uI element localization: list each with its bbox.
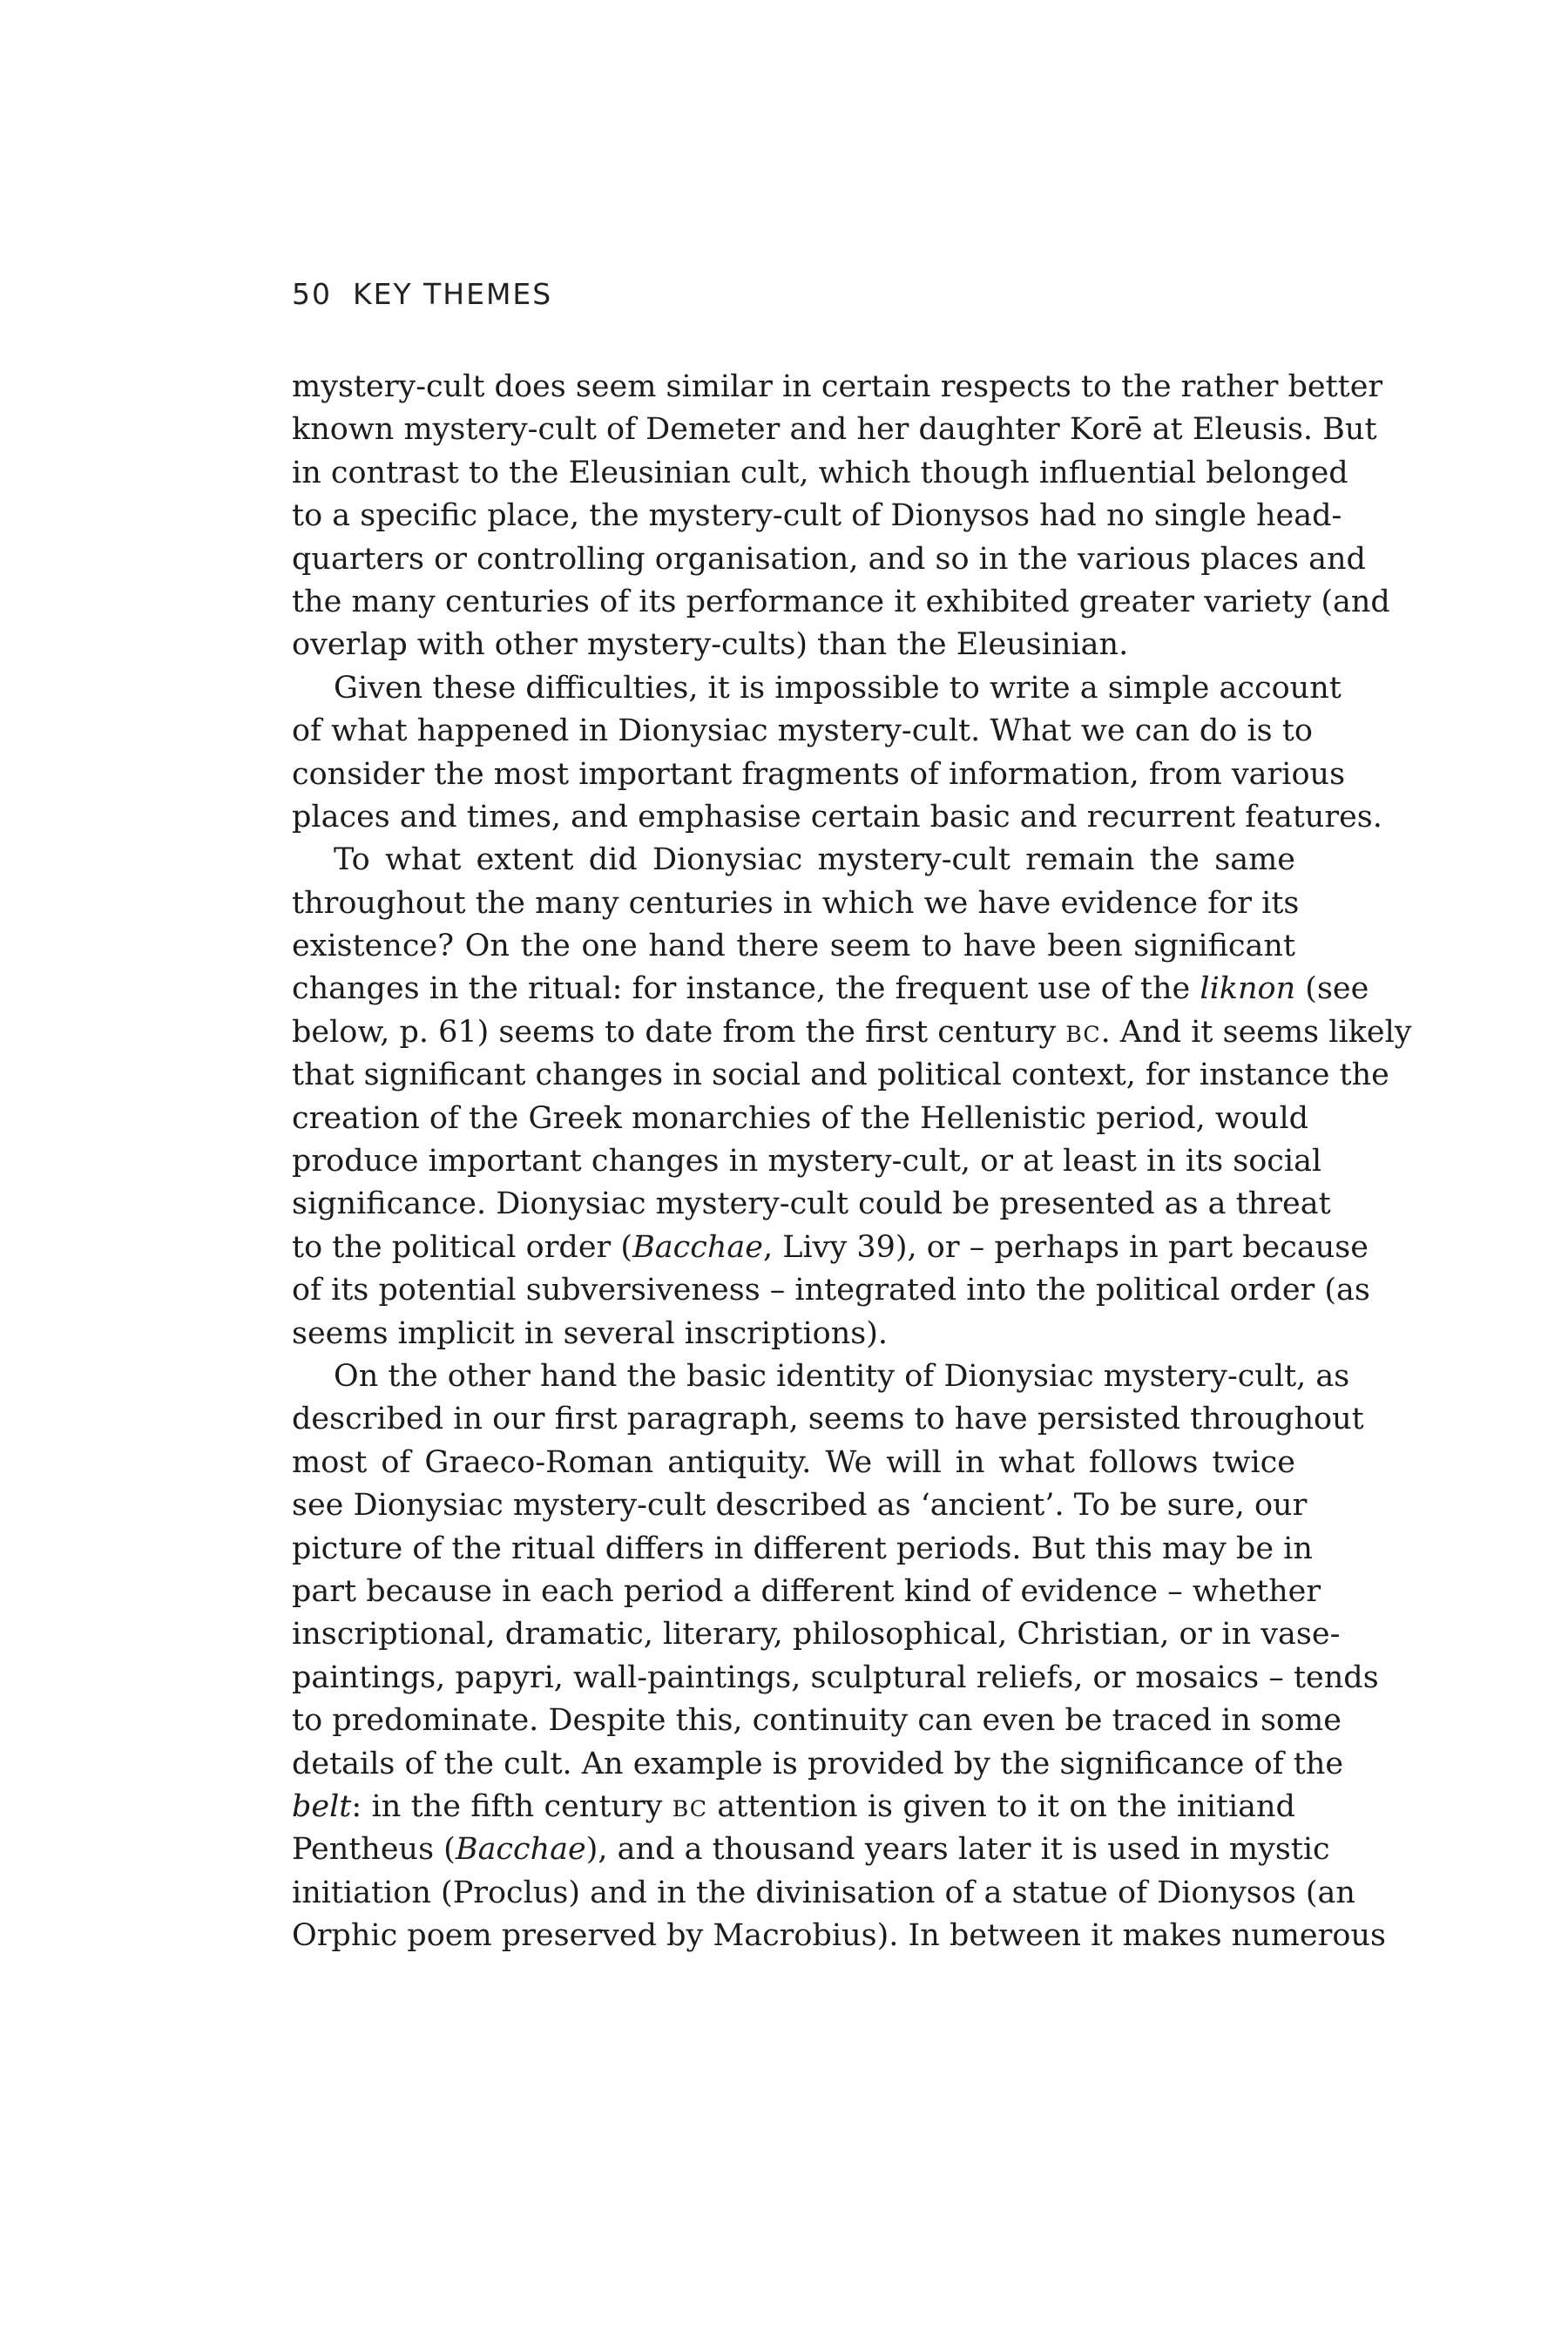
text-line: picture of the ritual differs in different periods. But this may be in xyxy=(292,1531,1313,1566)
text-line: of its potential subversiveness – integrated into the political order (as xyxy=(292,1273,1370,1308)
text-line: significance. Dionysiac mystery-cult could be presented as a threat xyxy=(292,1186,1331,1222)
text-line: paintings, papyri, wall-paintings, sculptural reliefs, or mosaics – tends xyxy=(292,1659,1379,1695)
text-line: to predominate. Despite this, continuity can even be traced in some xyxy=(292,1703,1342,1739)
text-segment: : in the fifth century xyxy=(351,1788,663,1824)
text-segment: Pentheus ( xyxy=(292,1832,456,1868)
running-head xyxy=(292,277,552,311)
text-line: known mystery-cult of Demeter and her daughter Korē at Eleusis. But xyxy=(292,412,1377,448)
text-line: quarters or controlling organisation, and so in the various places and xyxy=(292,541,1366,577)
text-line: overlap with other mystery-cults) than the Eleusinian. xyxy=(292,627,1129,663)
text-line: consider the most important fragments of information, from various xyxy=(292,756,1346,792)
text-segment: changes in the ritual: for instance, the frequent use of the xyxy=(292,971,1191,1007)
text-line: On the other hand the basic identity of Dionysiac mystery-cult, as xyxy=(334,1358,1350,1394)
text-line xyxy=(292,968,1369,1010)
text-line xyxy=(292,1011,1412,1054)
text-line: most of Graeco-Roman antiquity. We will in what follows twice xyxy=(292,1444,1295,1480)
italic-title: Bacchae xyxy=(455,1832,586,1868)
text-line: Given these difficulties, it is impossible to write a simple account xyxy=(334,670,1342,706)
small-caps-era: BC xyxy=(1065,1021,1101,1047)
small-caps-era: BC xyxy=(672,1795,708,1821)
body-text xyxy=(292,366,1412,1957)
text-line: described in our first paragraph, seems to have persisted throughout xyxy=(292,1402,1364,1437)
text-line: To what extent did Dionysiac mystery-cult remain the same xyxy=(334,842,1295,878)
text-line: see Dionysiac mystery-cult described as ‘ancient’. To be sure, our xyxy=(292,1488,1308,1524)
text-line: initiation (Proclus) and in the divinisation of a statue of Dionysos (an xyxy=(292,1875,1355,1910)
text-line: produce important changes in mystery-cult, or at least in its social xyxy=(292,1144,1322,1179)
text-line: part because in each period a different kind of evidence – whether xyxy=(292,1573,1321,1609)
text-segment: to the political order ( xyxy=(292,1229,633,1265)
text-segment: ), and a thousand years later it is used in mystic xyxy=(585,1832,1330,1868)
text-segment: , Livy 39), or – perhaps in part because xyxy=(762,1229,1369,1265)
text-line: the many centuries of its performance it exhibited greater variety (and xyxy=(292,584,1390,619)
text-line: inscriptional, dramatic, literary, philosophical, Christian, or in vase- xyxy=(292,1617,1341,1652)
page-number: 50 xyxy=(292,277,332,311)
text-line: that significant changes in social and political context, for instance the xyxy=(292,1058,1389,1093)
text-line: to a specific place, the mystery-cult of Dionysos had no single head- xyxy=(292,498,1342,534)
text-line: in contrast to the Eleusinian cult, which though influential belonged xyxy=(292,455,1348,490)
text-line: details of the cult. An example is provided by the significance of the xyxy=(292,1746,1344,1781)
text-line: places and times, and emphasise certain basic and recurrent features. xyxy=(292,799,1382,835)
text-line: existence? On the one hand there seem to have been significant xyxy=(292,929,1295,964)
text-line: of what happened in Dionysiac mystery-cult. What we can do is to xyxy=(292,713,1313,749)
text-segment: (see xyxy=(1305,971,1369,1007)
text-line: mystery-cult does seem similar in certain respects to the rather better xyxy=(292,369,1383,404)
text-line: seems implicit in several inscriptions). xyxy=(292,1315,889,1351)
italic-title: Bacchae xyxy=(632,1229,763,1265)
text-line: creation of the Greek monarchies of the Hellenistic period, would xyxy=(292,1100,1309,1136)
text-segment: below, p. 61) seems to date from the first century xyxy=(292,1014,1057,1050)
text-line: throughout the many centuries in which we have evidence for its xyxy=(292,885,1300,921)
italic-term: belt xyxy=(292,1788,352,1824)
text-line xyxy=(292,1786,1295,1828)
italic-term: liknon xyxy=(1200,971,1296,1007)
text-segment: . And it seems likely xyxy=(1100,1014,1412,1050)
text-line xyxy=(292,1227,1369,1269)
text-line xyxy=(292,1828,1330,1871)
running-head-title: KEY THEMES xyxy=(353,277,553,311)
text-segment: attention is given to it on the initiand xyxy=(717,1788,1295,1824)
text-line: Orphic poem preserved by Macrobius). In between it makes numerous xyxy=(292,1918,1386,1954)
